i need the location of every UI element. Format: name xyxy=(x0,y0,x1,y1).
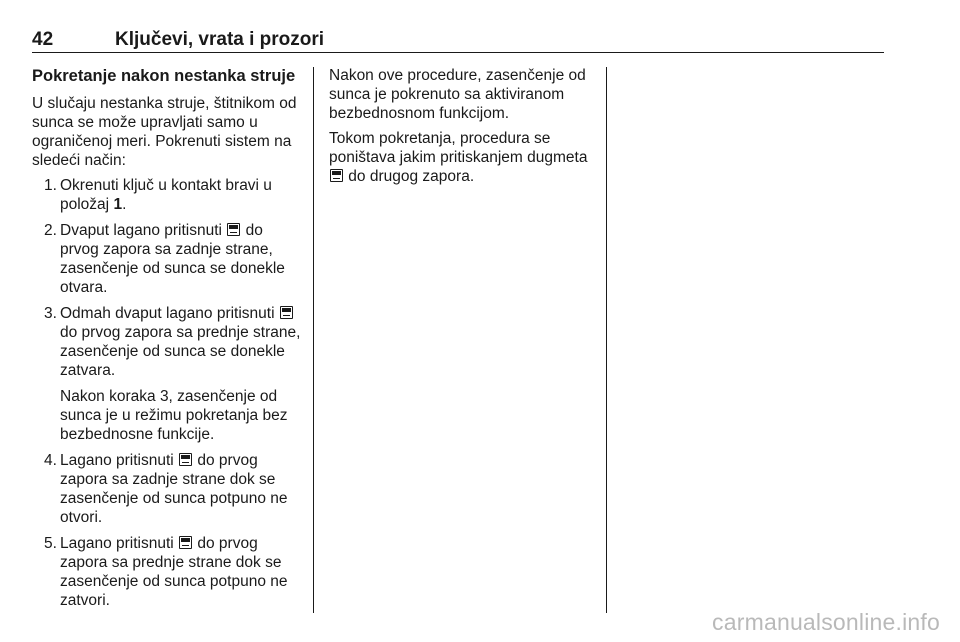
step-3 xyxy=(32,304,302,380)
sunshade-button-icon xyxy=(330,169,343,182)
step-3-note: Nakon koraka 3, zasenčenje od sunca je u režimu pokretanja bez bezbednosne funkcije. xyxy=(60,388,288,443)
step-text: do prvog zapora sa prednje strane dok se zasenčenje od sunca potpuno ne zatvori. xyxy=(60,535,288,609)
step-1 xyxy=(32,176,302,214)
step-text: do prvog zapora sa zadnje strane, zasenčenje od sunca se donekle otvara. xyxy=(60,222,285,296)
step-2 xyxy=(32,221,302,297)
step-text: Dvaput lagano pritisnuti xyxy=(60,222,227,239)
page-number: 42 xyxy=(32,29,54,50)
step-number: 4. xyxy=(44,452,57,469)
steps-list xyxy=(32,176,302,610)
column-divider-left xyxy=(313,67,314,613)
sunshade-button-icon xyxy=(179,536,192,549)
step-number: 1. xyxy=(44,177,57,194)
paragraph-text: Tokom pokretanja, procedura se poništava jakim pritiskanjem dugmeta xyxy=(329,130,588,166)
step-text: do prvog zapora sa zadnje strane dok se zasenčenje od sunca potpuno ne otvori. xyxy=(60,452,288,526)
position-label: 1 xyxy=(113,196,123,213)
step-4 xyxy=(32,451,302,527)
step-text: Okrenuti ključ u kontakt bravi u položaj xyxy=(60,177,272,213)
sunshade-button-icon xyxy=(227,223,240,236)
intro-paragraph: U slučaju nestanka struje, štitnikom od sunca se može upravljati samo u ograničenoj meri. Pokrenuti sistem na sledeći način: xyxy=(32,95,297,169)
page-header xyxy=(32,26,884,53)
step-text: do prvog zapora sa prednje strane, zasenčenje od sunca se donekle zatvara. xyxy=(60,324,301,379)
procedure-result-paragraph: Nakon ove procedure, zasenčenje od sunca je pokrenuto sa aktiviranom bezbednosnom funkcijom. xyxy=(329,67,586,122)
section-title: Pokretanje nakon nestanka struje xyxy=(32,67,296,85)
column-divider-right xyxy=(606,67,607,613)
step-text: . xyxy=(122,196,127,213)
left-column xyxy=(32,66,302,617)
step-5 xyxy=(32,534,302,610)
paragraph-text: do drugog zapora. xyxy=(344,168,475,185)
cancel-procedure-paragraph xyxy=(329,129,597,186)
step-text: Lagano pritisnuti xyxy=(60,535,179,552)
step-text: Odmah dvaput lagano pritisnuti xyxy=(60,305,279,322)
watermark: carmanualsonline.info xyxy=(712,609,940,635)
chapter-title: Ključevi, vrata i prozori xyxy=(115,29,325,50)
step-number: 2. xyxy=(44,222,57,239)
middle-column xyxy=(329,66,597,192)
step-number: 3. xyxy=(44,305,57,322)
sunshade-button-icon xyxy=(280,306,293,319)
step-text: Lagano pritisnuti xyxy=(60,452,179,469)
step-number: 5. xyxy=(44,535,57,552)
sunshade-button-icon xyxy=(179,453,192,466)
